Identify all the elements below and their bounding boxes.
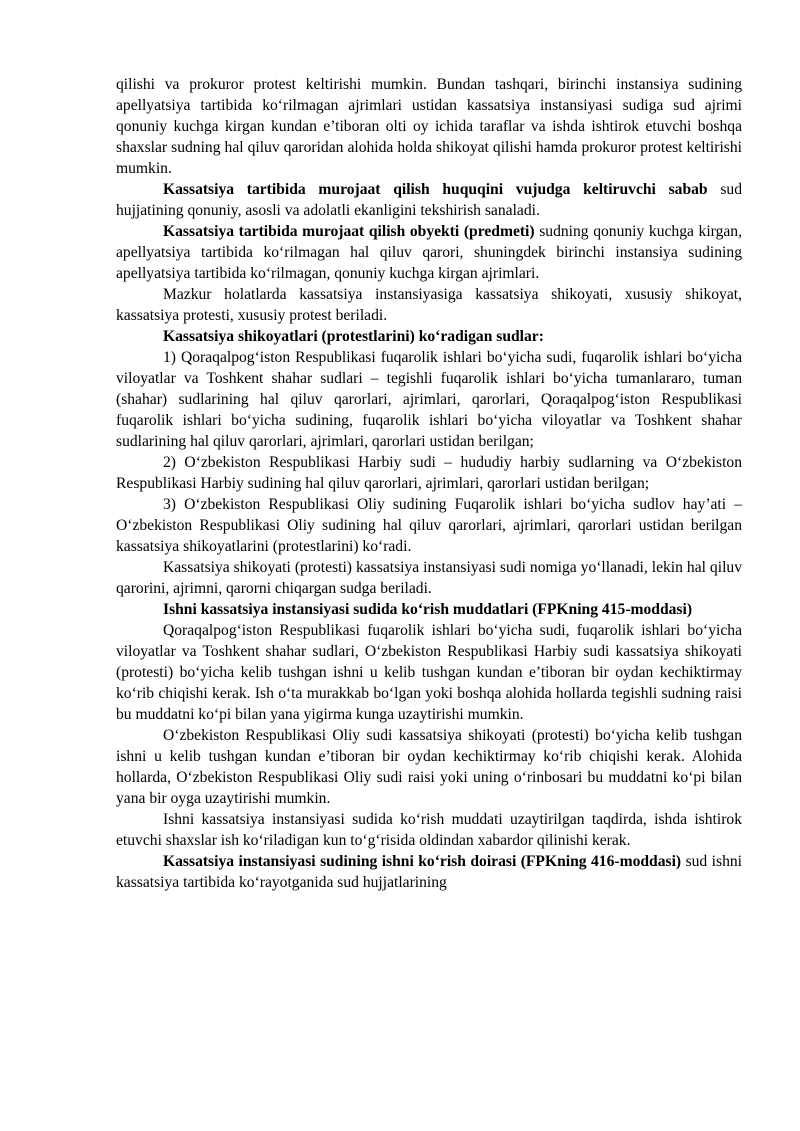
paragraph: qilishi va prokuror protest keltirishi mumkin. Bundan tashqari, birinchi instansiya sudining apellyatsiya tartibida koʻrilmagan ajrimlari ustidan kassatsiya instansiyasi sudiga sud ajrimi qonuniy kuchga kirgan kundan e’tiboran olti oy ichida taraflar va ishda ishtirok etuvchi boshqa shaxslar sudning hal qiluv qaroridan alohida holda shikoyat qilishi hamda prokuror protest keltirishi mumkin.: [116, 76, 742, 177]
paragraph-text: sudning qonuniy kuchga kirgan, apellyatsiya tartibida koʻrilmagan hal qiluv qarori, shuningdek birinchi instansiya sudining apellyatsiya tartibida koʻrilmagan, qonuniy kuchga kirgan ajrimlari.: [116, 223, 742, 282]
bold-heading: Kassatsiya tartibida murojaat qilish obyekti (predmeti): [163, 223, 535, 240]
paragraph-text: sud hujjatining qonuniy, asosli va adolatli ekanligini tekshirish sanaladi.: [116, 181, 742, 219]
paragraph: [116, 221, 742, 284]
bold-heading: Kassatsiya shikoyatlari (protestlarini) koʻradigan sudlar:: [163, 328, 544, 345]
list-item: 3) Oʻzbekiston Respublikasi Oliy sudining Fuqarolik ishlari boʻyicha sudlov hay’ati – Oʻzbekiston Respublikasi Oliy sudining hal qiluv qarorlari, ajrimlari, qarorlari ustidan berilgan kassatsiya shikoyatlarini (protestlarini) koʻradi.: [116, 496, 742, 555]
bold-heading: Kassatsiya tartibida murojaat qilish huquqini vujudga keltiruvchi sabab: [163, 181, 708, 198]
paragraph-text: sud ishni kassatsiya tartibida koʻrayotganida sud hujjatlarining: [116, 853, 743, 891]
paragraph: [116, 179, 742, 221]
paragraph: [116, 851, 742, 893]
section-heading: [116, 599, 742, 620]
document-page: [116, 74, 742, 893]
list-item: 2) Oʻzbekiston Respublikasi Harbiy sudi – hududiy harbiy sudlarning va Oʻzbekiston Respublikasi Harbiy sudining hal qiluv qarorlari, ajrimlari, qarorlari ustidan berilgan;: [116, 454, 742, 492]
bold-heading: Kassatsiya instansiyasi sudining ishni koʻrish doirasi (FPKning 416-moddasi): [163, 853, 682, 870]
paragraph: Ishni kassatsiya instansiyasi sudida koʻrish muddati uzaytirilgan taqdirda, ishda ishtirok etuvchi shaxslar ish koʻriladigan kun toʻgʻrisida oldindan xabardor qilinishi kerak.: [116, 811, 742, 849]
section-heading: [116, 326, 742, 347]
list-item: 1) Qoraqalpogʻiston Respublikasi fuqarolik ishlari boʻyicha sudi, fuqarolik ishlari boʻyicha viloyatlar va Toshkent shahar sudlari – tegishli fuqarolik ishlari boʻyicha tumanlararo, tuman (shahar) sudlarining hal qiluv qarorlari, ajrimlari, qarorlari, Qoraqalpogʻiston Respublikasi fuqarolik ishlari boʻyicha sudining, fuqarolik ishlari boʻyicha viloyatlar va Toshkent shahar sudlarining hal qiluv qarorlari, ajrimlari, qarorlari ustidan berilgan;: [116, 349, 742, 450]
paragraph: Mazkur holatlarda kassatsiya instansiyasiga kassatsiya shikoyati, xususiy shikoyat, kassatsiya protesti, xususiy protest beriladi.: [116, 286, 742, 324]
paragraph: Kassatsiya shikoyati (protesti) kassatsiya instansiyasi sudi nomiga yoʻllanadi, lekin hal qiluv qarorini, ajrimni, qarorni chiqargan sudga beriladi.: [116, 559, 742, 597]
bold-heading: Ishni kassatsiya instansiyasi sudida koʻrish muddatlari (FPKning 415-moddasi): [163, 601, 693, 618]
paragraph: Oʻzbekiston Respublikasi Oliy sudi kassatsiya shikoyati (protesti) boʻyicha kelib tushgan ishni u kelib tushgan kundan e’tiboran bir oydan kechiktirmay koʻrib chiqishi kerak. Alohida hollarda, Oʻzbekiston Respublikasi Oliy sudi raisi yoki uning oʻrinbosari bu muddatni koʻpi bilan yana bir oyga uzaytirishi mumkin.: [116, 727, 742, 807]
paragraph: Qoraqalpogʻiston Respublikasi fuqarolik ishlari boʻyicha sudi, fuqarolik ishlari boʻyicha viloyatlar va Toshkent shahar sudlari, Oʻzbekiston Respublikasi Harbiy sudi kassatsiya shikoyati (protesti) boʻyicha kelib tushgan ishni u kelib tushgan kundan e’tiboran bir oydan kechiktirmay koʻrib chiqishi kerak. Ish oʻta murakkab boʻlgan yoki boshqa alohida hollarda tegishli sudning raisi bu muddatni koʻpi bilan yana yigirma kunga uzaytirishi mumkin.: [116, 622, 742, 723]
